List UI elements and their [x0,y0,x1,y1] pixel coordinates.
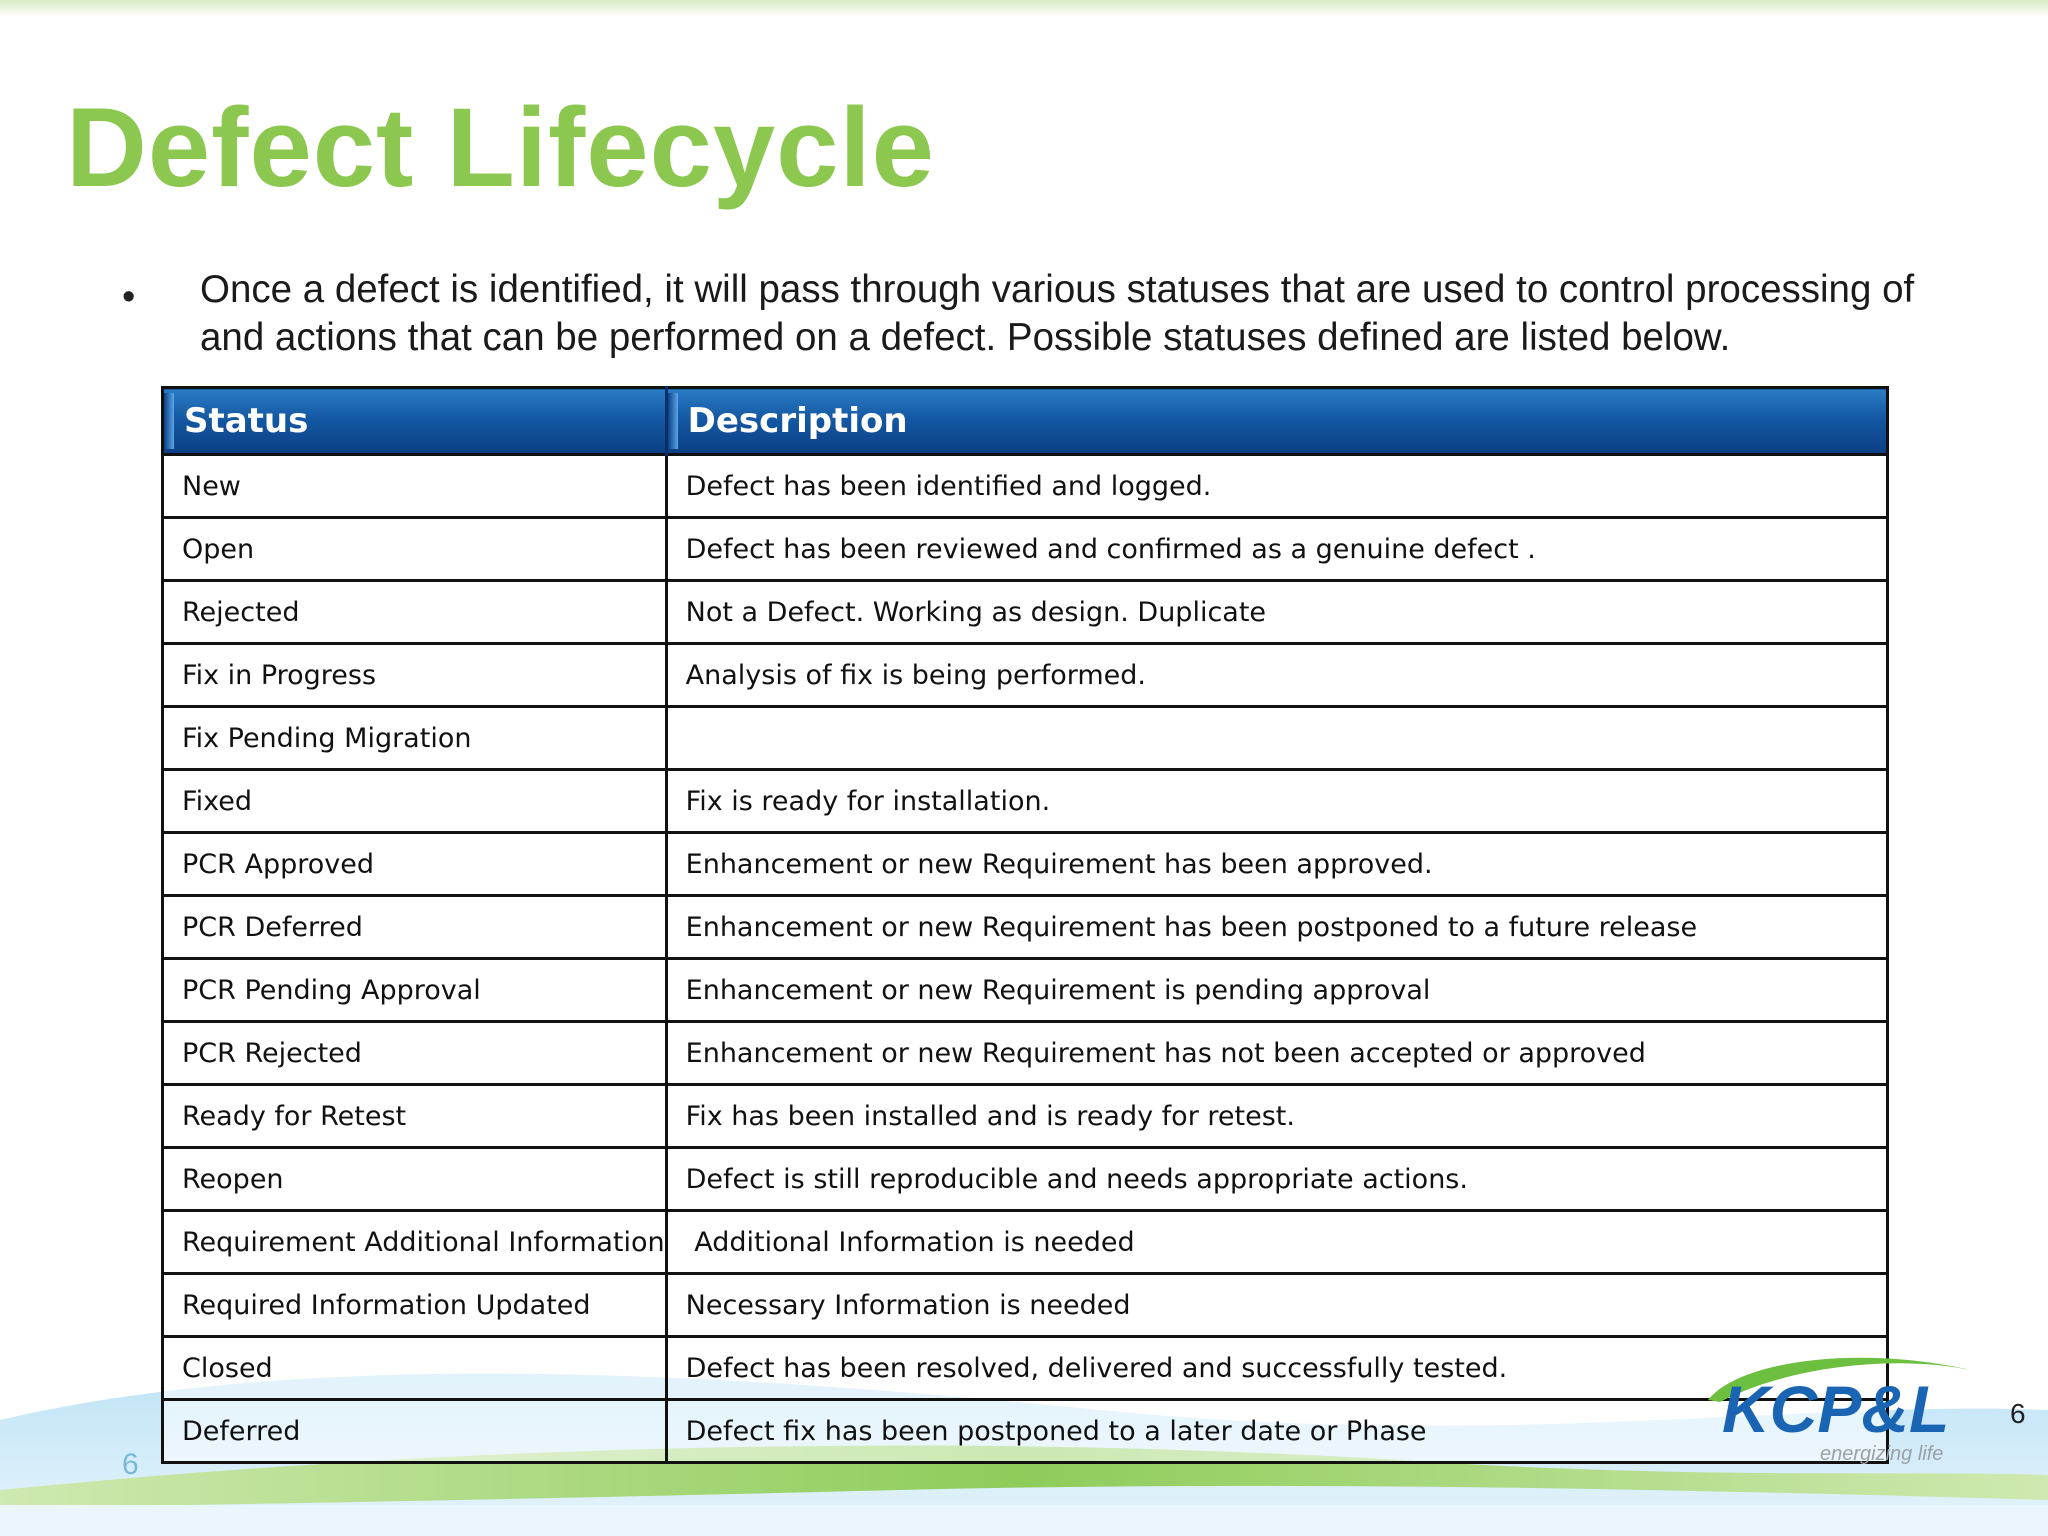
kcpl-logo [1700,1340,1980,1470]
table-row [163,1400,1888,1463]
description-cell: Fix is ready for installation. [666,770,1887,833]
header-status [163,388,667,455]
table-row [163,1274,1888,1337]
table-row [163,644,1888,707]
status-cell: Reopen [163,1148,667,1211]
description-cell: Defect has been identified and logged. [666,455,1887,518]
bullet-marker: • [122,276,136,318]
status-cell: Closed [163,1337,667,1400]
description-cell: Necessary Information is needed [666,1274,1887,1337]
table-row [163,518,1888,581]
status-cell: Deferred [163,1400,667,1463]
description-cell: Enhancement or new Requirement has been approved. [666,833,1887,896]
status-cell: PCR Rejected [163,1022,667,1085]
table-row [163,1337,1888,1400]
description-cell: Additional Information is needed [666,1211,1887,1274]
table-row [163,896,1888,959]
status-cell: New [163,455,667,518]
logo-brand-text: KCP&L [1722,1372,1950,1446]
description-cell: Analysis of fix is being performed. [666,644,1887,707]
status-cell: Fix in Progress [163,644,667,707]
slide-title: Defect Lifecycle [66,85,935,210]
status-cell: Requirement Additional Information [163,1211,667,1274]
description-cell: Defect has been reviewed and confirmed as a genuine defect . [666,518,1887,581]
header-description-label: Description [687,401,908,441]
table-row [163,770,1888,833]
description-cell: Fix has been installed and is ready for retest. [666,1085,1887,1148]
status-cell: Ready for Retest [163,1085,667,1148]
table-header-row [163,388,1888,455]
table-row [163,1148,1888,1211]
description-cell: Enhancement or new Requirement is pending approval [666,959,1887,1022]
table-row [163,833,1888,896]
status-cell: PCR Approved [163,833,667,896]
table-row [163,959,1888,1022]
table-row [163,1085,1888,1148]
status-cell: Required Information Updated [163,1274,667,1337]
status-cell: Rejected [163,581,667,644]
page-number-right: 6 [2010,1398,2026,1429]
table-row [163,581,1888,644]
table-row [163,707,1888,770]
status-cell: Fix Pending Migration [163,707,667,770]
description-cell: Enhancement or new Requirement has not been accepted or approved [666,1022,1887,1085]
description-cell: Defect fix has been postponed to a later date or Phase [666,1400,1887,1463]
header-status-label: Status [184,401,309,441]
status-cell: Open [163,518,667,581]
top-decor-band [0,0,2048,16]
description-cell: Defect has been resolved, delivered and successfully tested. [666,1337,1887,1400]
status-table [161,386,1889,1464]
description-cell: Enhancement or new Requirement has been postponed to a future release [666,896,1887,959]
status-cell: PCR Deferred [163,896,667,959]
description-cell: Defect is still reproducible and needs appropriate actions. [666,1148,1887,1211]
page-number-left: 6 [122,1448,139,1481]
status-cell: PCR Pending Approval [163,959,667,1022]
logo-tagline-text: energizing life [1820,1443,1944,1465]
bullet-text: Once a defect is identified, it will pass through various statuses that are used to control processing of and actions that can be performed on a defect. Possible statuses defined are listed below. [200,268,1915,359]
table-row [163,455,1888,518]
header-description [666,388,1887,455]
description-cell [666,707,1887,770]
description-cell: Not a Defect. Working as design. Duplicate [666,581,1887,644]
table-row [163,1022,1888,1085]
table-row [163,1211,1888,1274]
status-cell: Fixed [163,770,667,833]
